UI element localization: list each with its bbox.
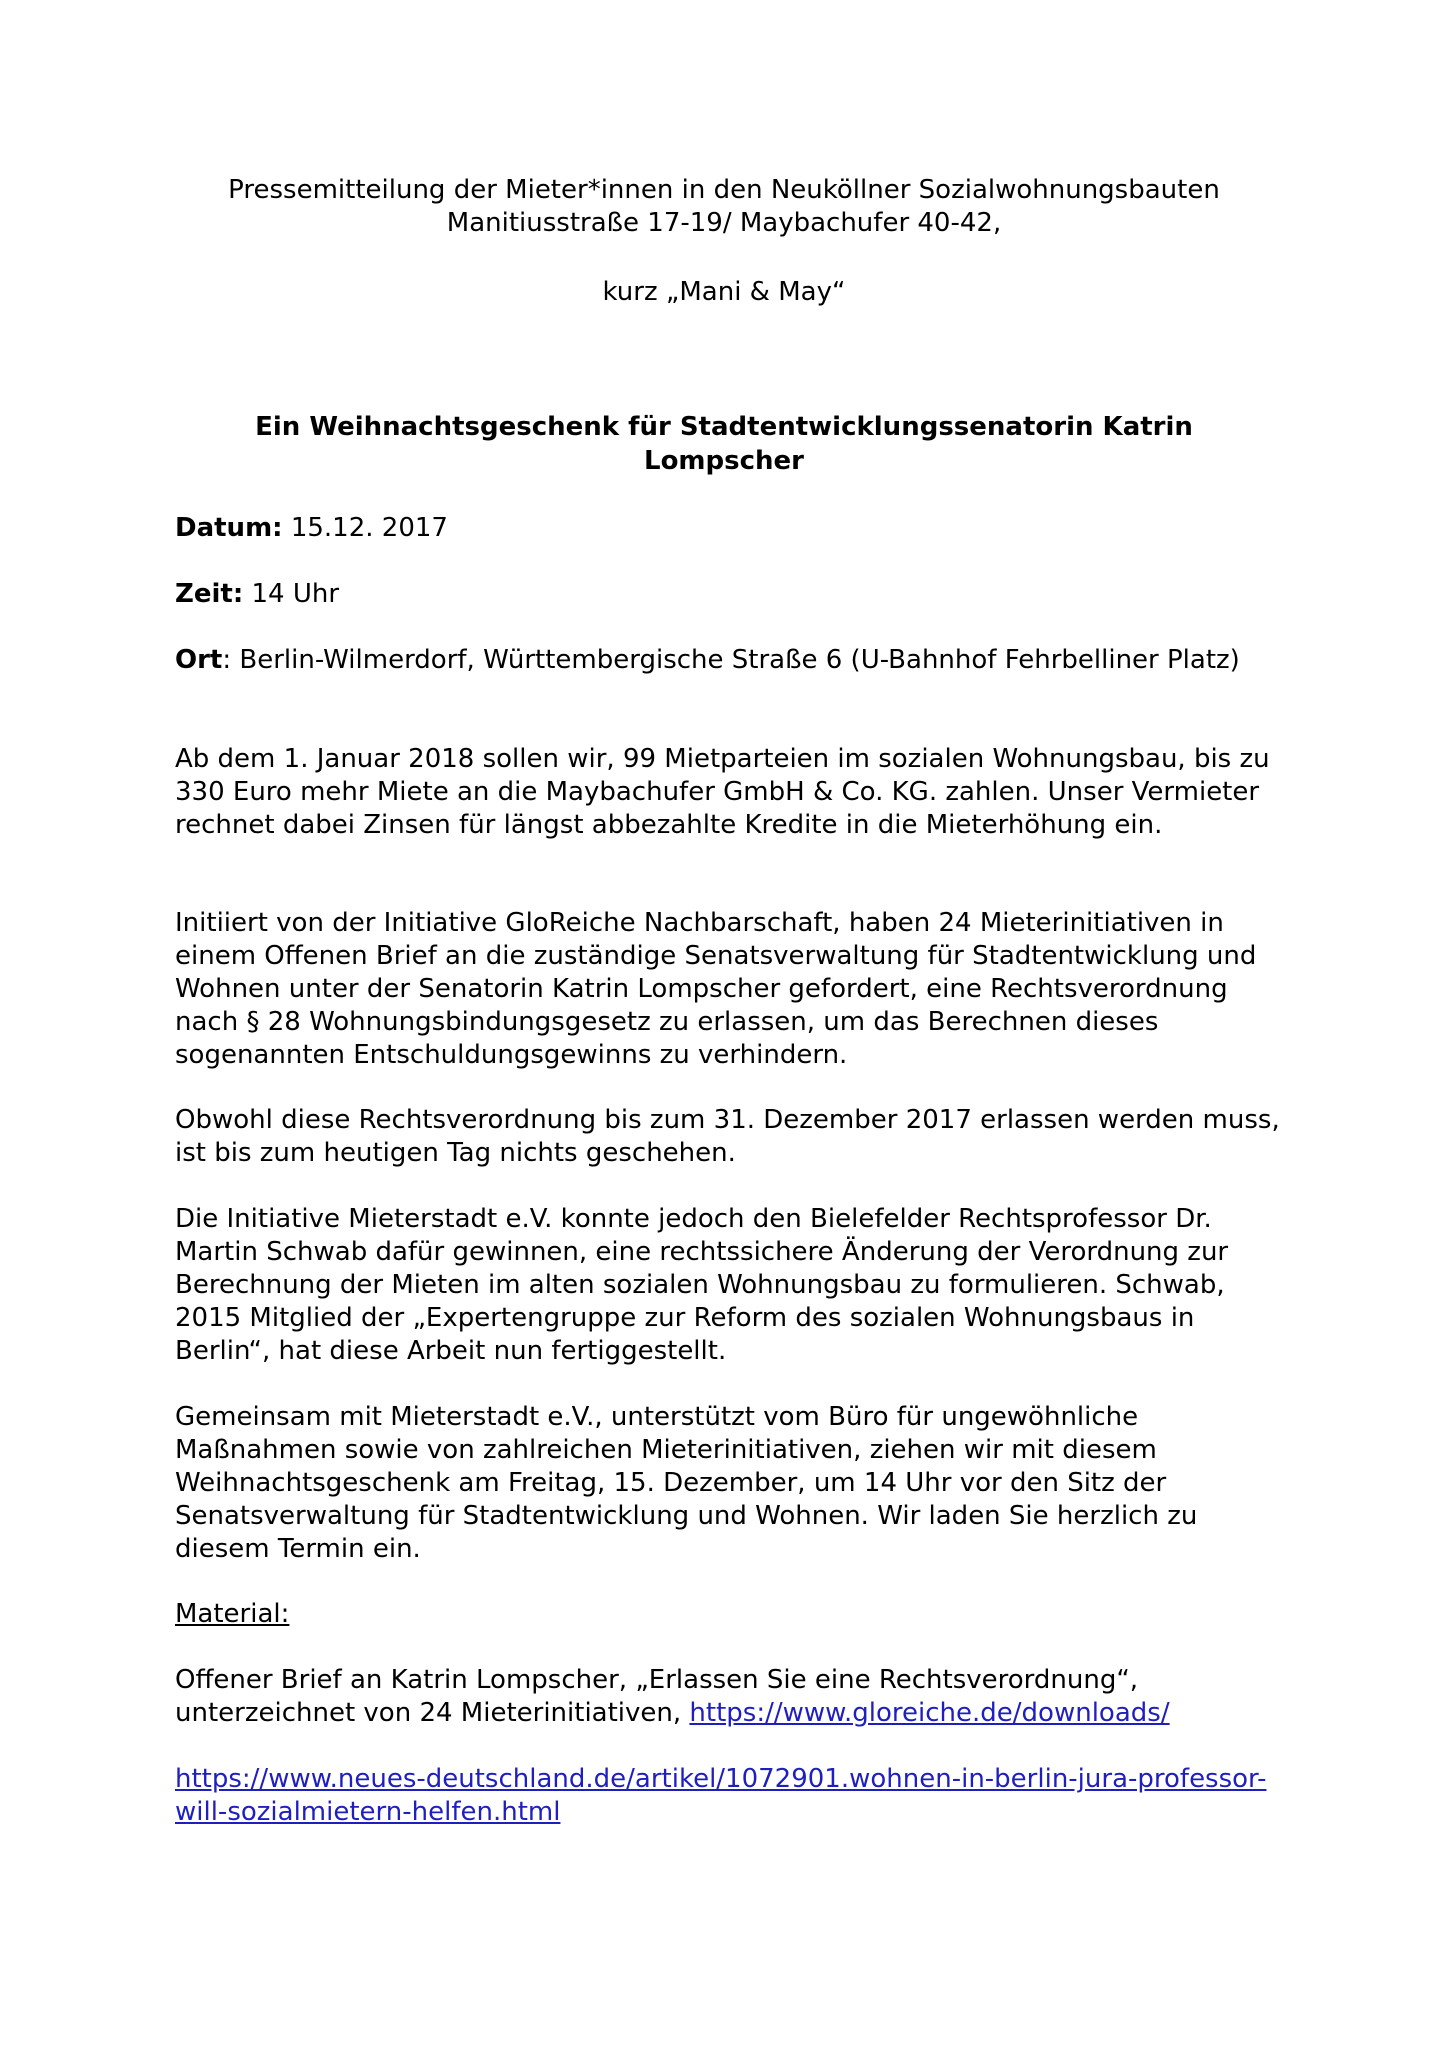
gloreiche-downloads-link[interactable]: https://www.gloreiche.de/downloads/ [689,1698,1170,1728]
place-label: Ort [175,645,223,675]
time-label: Zeit: [175,579,244,609]
place-value: : Berlin-Wilmerdorf, Württembergische Straße 6 (U-Bahnhof Fehrbelliner Platz) [222,645,1240,675]
paragraph-open-letter: Initiiert von der Initiative GloReiche Nachbarschaft, haben 24 Mieterinitiativen in einem Offenen Brief an die zuständige Senatsverwaltung für Stadtentwicklung und Wohnen unter der Senatorin Katrin Lompscher gefordert, eine Rechtsverordnung nach § 28 Wohnungsbindungsgesetz zu erlassen, um das Berechnen dieses sogenannten Entschuldungsgewinns zu verhindern. [175,908,1257,1070]
header-line-2: Manitiusstraße 17-19/ Maybachufer 40-42, [446,208,1002,238]
material-item-1-text: Offener Brief an Katrin Lompscher, „Erlassen Sie eine Rechtsverordnung“, unterzeichnet von 24 Mieterinitiativen, [175,1665,1139,1728]
paragraph-deadline: Obwohl diese Rechtsverordnung bis zum 31. Dezember 2017 erlassen werden muss, ist bis zum heutigen Tag nichts geschehen. [175,1105,1280,1168]
header-subtitle: kurz „Mani & May“ [602,277,846,307]
material-item-article [175,1763,1295,1829]
header-line-1: Pressemitteilung der Mieter*innen in den Neuköllner Sozialwohnungsbauten [228,175,1220,205]
neues-deutschland-article-link[interactable]: https://www.neues-deutschland.de/artikel/1072901.wohnen-in-berlin-jura-professor-will-sozialmietern-helfen.html [175,1764,1267,1827]
time-value: 14 Uhr [251,579,340,609]
paragraph-schwab: Die Initiative Mieterstadt e.V. konnte jedoch den Bielefelder Rechtsprofessor Dr. Martin Schwab dafür gewinnen, eine rechtssichere Änderung der Verordnung zur Berechnung der Mieten im alten sozialen Wohnungsbau zu formulieren. Schwab, 2015 Mitglied der „Expertengruppe zur Reform des sozialen Wohnungsbaus in Berlin“, hat diese Arbeit nun fertiggestellt. [175,1204,1229,1366]
material-item-open-letter [175,1664,1295,1730]
date-label: Datum: [175,513,283,543]
header-block [140,174,1308,240]
meta-time [175,578,1295,611]
date-value: 15.12. 2017 [290,513,448,543]
paragraph-invitation: Gemeinsam mit Mieterstadt e.V., unterstützt vom Büro für ungewöhnliche Maßnahmen sowie von zahlreichen Mieterinitiativen, ziehen wir mit diesem Weihnachtsgeschenk am Freitag, 15. Dezember, um 14 Uhr vor den Sitz der Senatsverwaltung für Stadtentwicklung und Wohnen. Wir laden Sie herzlich zu diesem Termin ein. [175,1402,1198,1564]
meta-date [175,512,1295,545]
meta-place [175,644,1295,677]
headline [200,410,1248,478]
material-heading: Material: [175,1599,290,1629]
headline-line-2: Lompscher [644,446,804,476]
paragraph-rent-increase: Ab dem 1. Januar 2018 sollen wir, 99 Mietparteien im sozialen Wohnungsbau, bis zu 330 Euro mehr Miete an die Maybachufer GmbH & Co. KG. zahlen. Unser Vermieter rechnet dabei Zinsen für längst abbezahlte Kredite in die Mieterhöhung ein. [175,744,1270,840]
headline-line-1: Ein Weihnachtsgeschenk für Stadtentwicklungssenatorin Katrin [255,412,1193,442]
